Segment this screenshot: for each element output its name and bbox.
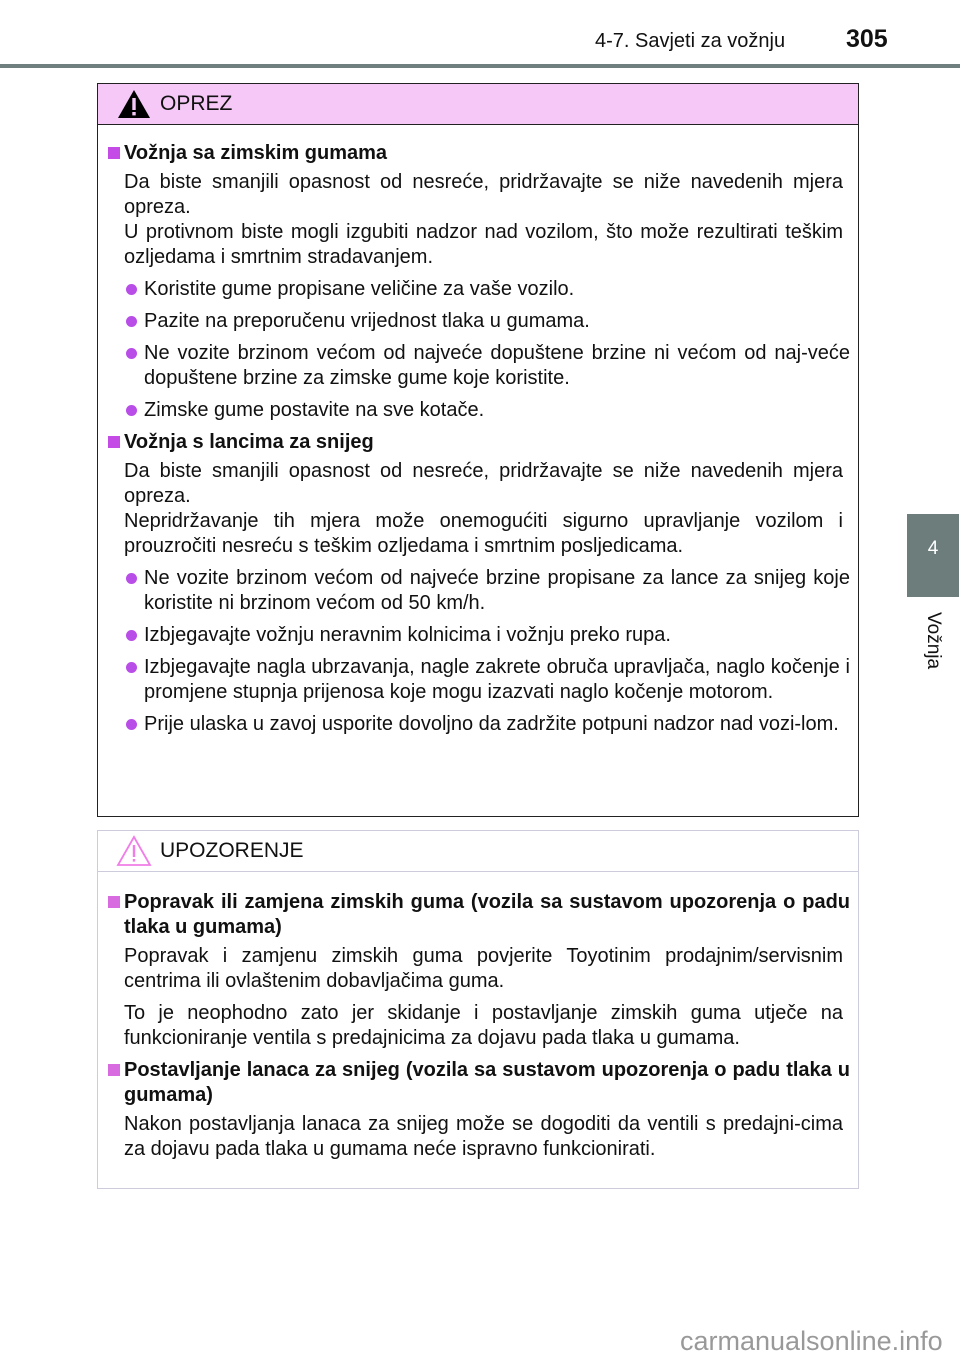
- section-heading: Popravak ili zamjena zimskih guma (vozila sa sustavom upozorenja o padu tlaka u gumama): [106, 890, 850, 940]
- warning-title: UPOZORENJE: [160, 839, 304, 862]
- section-title: 4-7. Savjeti za vožnju: [595, 30, 786, 52]
- warning-box: [97, 830, 859, 1189]
- bullet-item: Izbjegavajte vožnju neravnim kolnicima i vožnju preko rupa.: [106, 623, 850, 648]
- chapter-label: Vožnja: [923, 612, 944, 670]
- section-heading: Vožnja sa zimskim gumama: [106, 141, 850, 166]
- bullet-item: Izbjegavajte nagla ubrzavanja, nagle zakrete obruča upravljača, naglo kočenje i promjene stupnja prijenosa koje mogu izazvati naglo kočenje motorom.: [106, 655, 850, 705]
- bullet-item: Ne vozite brzinom većom od najveće brzine propisane za lance za snijeg koje koristite ni brzinom većom od 50 km/h.: [106, 566, 850, 616]
- caution-title: OPREZ: [160, 92, 233, 115]
- section-heading: Postavljanje lanaca za snijeg (vozila sa sustavom upozorenja o padu tlaka u gumama): [106, 1058, 850, 1108]
- paragraph: To je neophodno zato jer skidanje i postavljanje zimskih guma utječe na funkcioniranje ventila s predajnicima za dojavu pada tlaka u gumama.: [124, 1002, 843, 1049]
- paragraph: [106, 459, 850, 559]
- paragraph-text: Nepridržavanje tih mjera može onemogućiti sigurno upravljanje vozilom i prouzročiti nesreću s teškim ozljedama i smrtnim posljedicama.: [124, 510, 843, 557]
- caution-header: [98, 84, 858, 125]
- bullet-item: Koristite gume propisane veličine za vaše vozilo.: [106, 277, 850, 302]
- bullet-item: Ne vozite brzinom većom od najveće dopuštene brzine ni većom od naj-veće dopuštene brzine za zimske gume koje koristite.: [106, 341, 850, 391]
- paragraph-text: Da biste smanjili opasnost od nesreće, pridržavajte se niže navedenih mjera opreza.: [124, 171, 843, 218]
- paragraph: Nakon postavljanja lanaca za snijeg može se dogoditi da ventili s predajni-cima za dojavu pada tlaka u gumama neće ispravno funkcionirati.: [124, 1113, 843, 1160]
- header-rule: [0, 64, 960, 68]
- warning-triangle-outline-icon: [116, 835, 152, 867]
- warning-triangle-icon: [116, 88, 152, 120]
- paragraph: [106, 170, 850, 270]
- paragraph-text: U protivnom biste mogli izgubiti nadzor nad vozilom, što može rezultirati teškim ozljedama i smrtnim stradavanjem.: [124, 221, 843, 268]
- bullet-item: Pazite na preporučenu vrijednost tlaka u gumama.: [106, 309, 850, 334]
- bullet-item: Zimske gume postavite na sve kotače.: [106, 398, 850, 423]
- watermark: carmanualsonline.info: [680, 1326, 943, 1356]
- caution-box: [97, 83, 859, 817]
- warning-header: [98, 831, 858, 872]
- paragraph: Popravak i zamjenu zimskih guma povjerite Toyotinim prodajnim/servisnim centrima ili ovlaštenim dobavljačima guma.: [124, 945, 843, 992]
- section-heading: Vožnja s lancima za snijeg: [106, 430, 850, 455]
- bullet-item: Prije ulaska u zavoj usporite dovoljno da zadržite potpuni nadzor nad vozi-lom.: [106, 712, 850, 737]
- chapter-tab: 4: [907, 514, 959, 597]
- page-number: 305: [846, 25, 888, 53]
- paragraph-text: Da biste smanjili opasnost od nesreće, pridržavajte se niže navedenih mjera opreza.: [124, 460, 843, 507]
